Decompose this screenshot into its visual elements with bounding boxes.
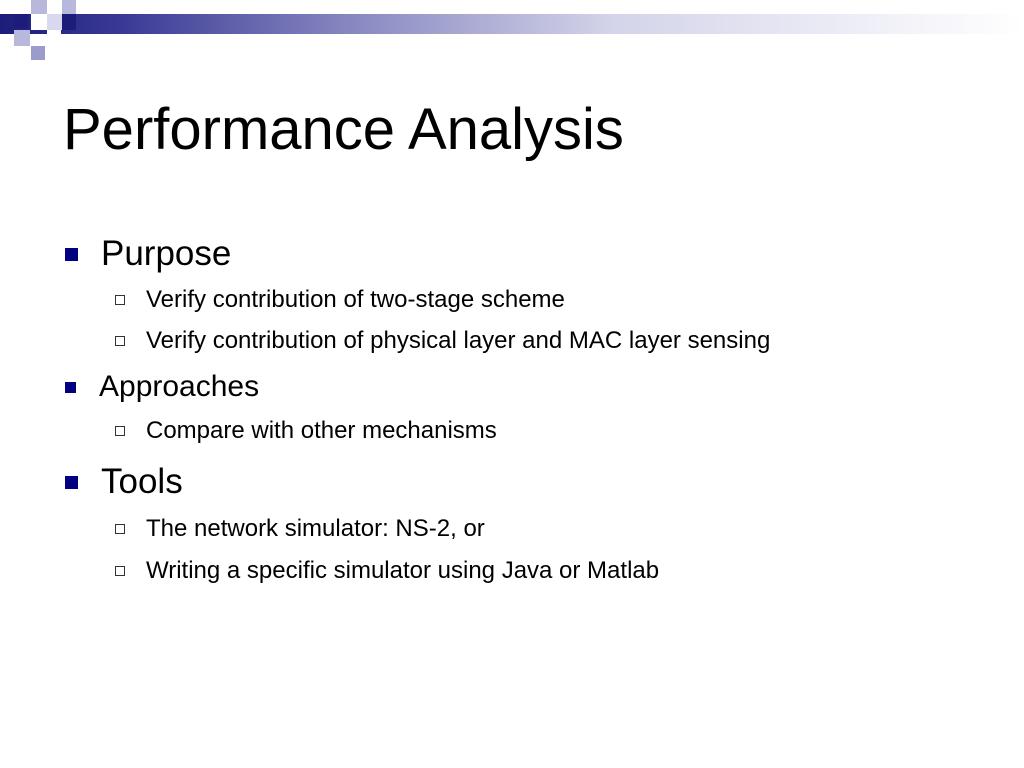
hollow-square-icon [115, 426, 125, 436]
hollow-square-icon [115, 295, 125, 305]
sub-bullet [115, 416, 497, 446]
decorative-square [31, 14, 47, 30]
decorative-square [62, 0, 76, 14]
decorative-square [31, 0, 47, 14]
sub-bullet-text: Verify contribution of two-stage scheme [146, 286, 565, 313]
sub-bullet [115, 326, 770, 356]
decorative-square [47, 14, 62, 30]
filled-square-icon [65, 476, 78, 489]
sub-bullet-text: Verify contribution of physical layer and MAC layer sensing [146, 327, 771, 354]
bullet-tools [65, 462, 183, 502]
bullet-approaches [65, 367, 259, 407]
decorative-square [47, 30, 61, 46]
sub-bullet [115, 514, 485, 544]
sub-bullet-text: Compare with other mechanisms [146, 417, 497, 444]
decorative-square [62, 14, 76, 30]
bullet-purpose [65, 234, 231, 274]
decorative-square [14, 30, 30, 46]
bullet-heading: Tools [101, 462, 183, 501]
sub-bullet-text: The network simulator: NS-2, or [146, 515, 485, 542]
hollow-square-icon [115, 566, 125, 576]
hollow-square-icon [115, 336, 125, 346]
decorative-square [14, 14, 28, 28]
slide-title: Performance Analysis [63, 97, 624, 162]
bullet-heading: Purpose [101, 234, 232, 273]
decorative-square [31, 46, 45, 60]
sub-bullet [115, 285, 565, 315]
decorative-header-band [0, 14, 1024, 34]
sub-bullet [115, 556, 659, 586]
filled-square-icon [65, 248, 78, 261]
sub-bullet-text: Writing a specific simulator using Java or Matlab [146, 557, 660, 584]
filled-square-icon [65, 382, 76, 393]
bullet-heading: Approaches [99, 370, 260, 403]
hollow-square-icon [115, 524, 125, 534]
